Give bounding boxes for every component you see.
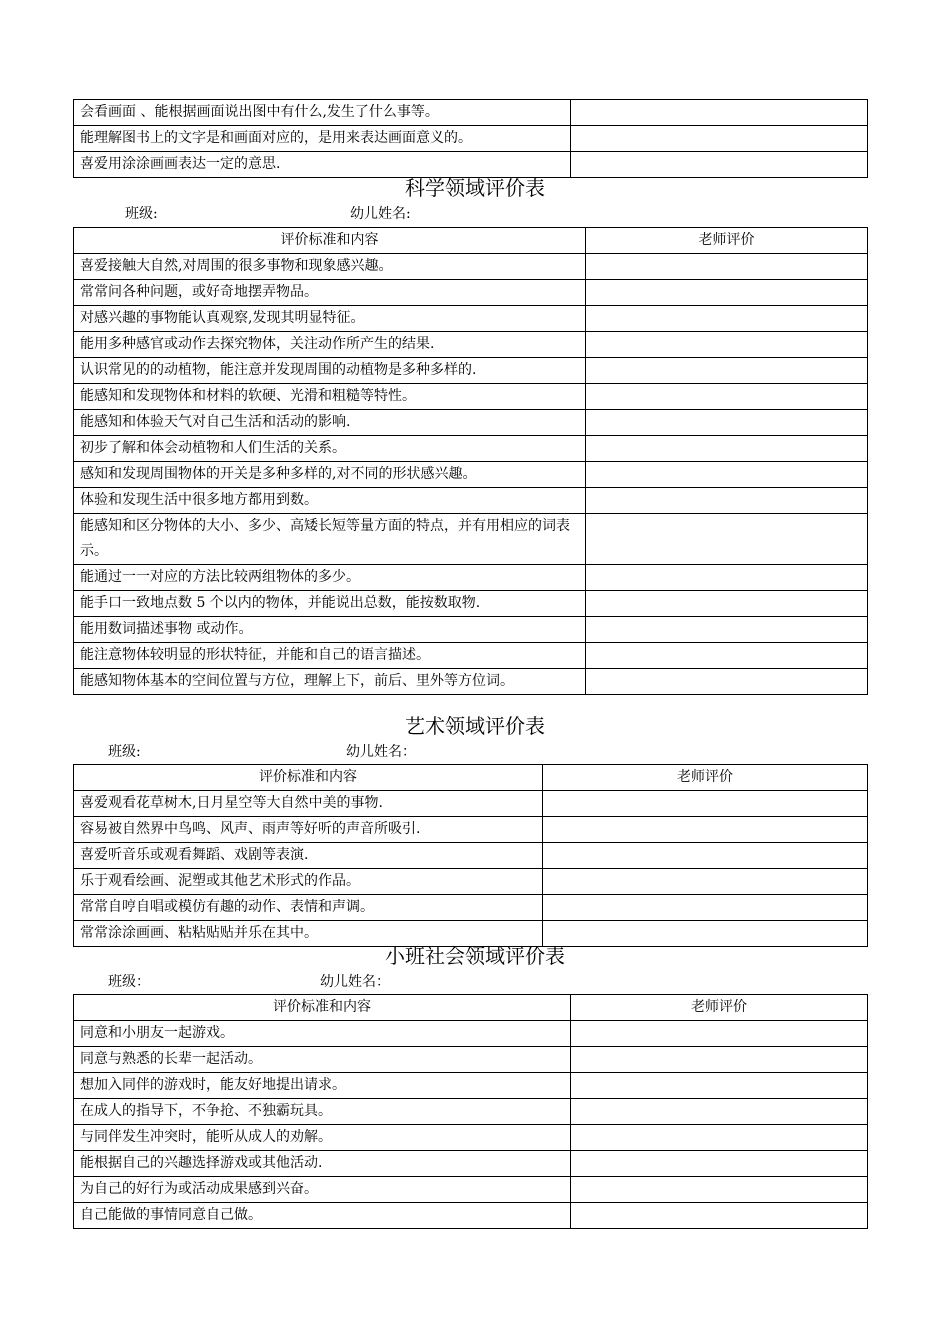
table-row [74, 100, 868, 126]
table-row [74, 1125, 868, 1151]
criteria-cell: 常常问各种问题，或好奇地摆弄物品。 [74, 280, 586, 306]
teacher-evaluation-cell[interactable] [571, 1177, 868, 1203]
criteria-cell: 乐于观看绘画、泥塑或其他艺术形式的作品。 [74, 869, 543, 895]
teacher-evaluation-cell[interactable] [571, 1073, 868, 1099]
teacher-evaluation-cell[interactable] [586, 617, 868, 643]
table-row [74, 332, 868, 358]
criteria-cell: 初步了解和体会动植物和人们生活的关系。 [74, 436, 586, 462]
science-class-label: 班级: [125, 206, 158, 222]
table-row [74, 306, 868, 332]
teacher-evaluation-cell[interactable] [571, 1125, 868, 1151]
teacher-evaluation-cell[interactable] [586, 306, 868, 332]
science-title: 科学领域评价表 [405, 176, 545, 200]
criteria-cell: 容易被自然界中鸟鸣、风声、雨声等好听的声音所吸引. [74, 817, 543, 843]
teacher-evaluation-cell[interactable] [571, 1203, 868, 1229]
criteria-cell: 同意和小朋友一起游戏。 [74, 1021, 571, 1047]
teacher-evaluation-cell[interactable] [571, 100, 868, 126]
teacher-evaluation-cell[interactable] [571, 126, 868, 152]
art-header-teacher: 老师评价 [543, 765, 868, 791]
teacher-evaluation-cell[interactable] [571, 1047, 868, 1073]
social-header-criteria: 评价标准和内容 [74, 995, 571, 1021]
teacher-evaluation-cell[interactable] [543, 843, 868, 869]
criteria-cell: 与同伴发生冲突时，能听从成人的劝解。 [74, 1125, 571, 1151]
teacher-evaluation-cell[interactable] [586, 410, 868, 436]
teacher-evaluation-cell[interactable] [586, 436, 868, 462]
criteria-cell: 能通过一一对应的方法比较两组物体的多少。 [74, 565, 586, 591]
criteria-cell: 喜爱观看花草树木,日月星空等大自然中美的事物. [74, 791, 543, 817]
criteria-cell: 自己能做的事情同意自己做。 [74, 1203, 571, 1229]
science-header-criteria: 评价标准和内容 [74, 228, 586, 254]
teacher-evaluation-cell[interactable] [586, 514, 868, 565]
science-table [73, 227, 868, 695]
criteria-cell: 对感兴趣的事物能认真观察,发现其明显特征。 [74, 306, 586, 332]
table-row [74, 514, 868, 565]
teacher-evaluation-cell[interactable] [571, 152, 868, 178]
table-row [74, 280, 868, 306]
art-child-label: 幼儿姓名： [346, 744, 416, 760]
criteria-cell: 能感知物体基本的空间位置与方位，理解上下，前后、里外等方位词。 [74, 669, 586, 695]
teacher-evaluation-cell[interactable] [543, 869, 868, 895]
table-row [74, 643, 868, 669]
table-row [74, 462, 868, 488]
social-child-label: 幼儿姓名： [320, 974, 390, 990]
science-header-teacher: 老师评价 [586, 228, 868, 254]
criteria-cell: 能注意物体较明显的形状特征，并能和自己的语言描述。 [74, 643, 586, 669]
criteria-cell: 会看画面 、能根据画面说出图中有什么,发生了什么事等。 [74, 100, 571, 126]
table-row [74, 617, 868, 643]
criteria-cell: 能感知和发现物体和材料的软硬、光滑和粗糙等特性。 [74, 384, 586, 410]
table-row [74, 384, 868, 410]
criteria-cell: 能理解图书上的文字是和画面对应的，是用来表达画面意义的。 [74, 126, 571, 152]
teacher-evaluation-cell[interactable] [586, 384, 868, 410]
teacher-evaluation-cell[interactable] [586, 565, 868, 591]
table-row [74, 565, 868, 591]
table-row [74, 1177, 868, 1203]
table-row [74, 1047, 868, 1073]
teacher-evaluation-cell[interactable] [586, 488, 868, 514]
criteria-cell: 在成人的指导下，不争抢、不独霸玩具。 [74, 1099, 571, 1125]
criteria-cell: 体验和发现生活中很多地方都用到数。 [74, 488, 586, 514]
criteria-cell: 感知和发现周围物体的开关是多种多样的,对不同的形状感兴趣。 [74, 462, 586, 488]
table-row [74, 591, 868, 617]
criteria-cell: 能手口一致地点数 5 个以内的物体，并能说出总数，能按数取物. [74, 591, 586, 617]
social-title: 小班社会领域评价表 [385, 944, 565, 968]
teacher-evaluation-cell[interactable] [586, 669, 868, 695]
table-row [74, 1021, 868, 1047]
teacher-evaluation-cell[interactable] [543, 817, 868, 843]
art-class-label: 班级: [108, 744, 141, 760]
criteria-cell: 喜爱听音乐或观看舞蹈、戏剧等表演. [74, 843, 543, 869]
table-row [74, 669, 868, 695]
table-row [74, 1073, 868, 1099]
social-class-label: 班级： [108, 974, 150, 990]
table-row [74, 791, 868, 817]
criteria-cell: 同意与熟悉的长辈一起活动。 [74, 1047, 571, 1073]
art-header-criteria: 评价标准和内容 [74, 765, 543, 791]
criteria-cell: 认识常见的的动植物，能注意并发现周围的动植物是多种多样的. [74, 358, 586, 384]
teacher-evaluation-cell[interactable] [586, 254, 868, 280]
art-title: 艺术领域评价表 [405, 714, 545, 738]
criteria-cell: 喜爱用涂涂画画表达一定的意思. [74, 152, 571, 178]
teacher-evaluation-cell[interactable] [586, 591, 868, 617]
criteria-cell: 常常涂涂画画、粘粘贴贴并乐在其中。 [74, 921, 543, 947]
criteria-cell: 能感知和体验天气对自己生活和活动的影响. [74, 410, 586, 436]
table-row [74, 358, 868, 384]
criteria-cell: 喜爱接触大自然,对周围的很多事物和现象感兴趣。 [74, 254, 586, 280]
table-row [74, 843, 868, 869]
teacher-evaluation-cell[interactable] [586, 332, 868, 358]
teacher-evaluation-cell[interactable] [571, 1099, 868, 1125]
criteria-cell: 为自己的好行为或活动成果感到兴奋。 [74, 1177, 571, 1203]
table-row [74, 126, 868, 152]
table-row [74, 488, 868, 514]
science-child-label: 幼儿姓名: [350, 206, 411, 222]
teacher-evaluation-cell[interactable] [586, 358, 868, 384]
criteria-cell: 能根据自己的兴趣选择游戏或其他活动. [74, 1151, 571, 1177]
table-row [74, 410, 868, 436]
teacher-evaluation-cell[interactable] [586, 280, 868, 306]
criteria-cell: 常常自哼自唱或模仿有趣的动作、表情和声调。 [74, 895, 543, 921]
criteria-cell: 能感知和区分物体的大小、多少、高矮长短等量方面的特点，并有用相应的词表示。 [74, 514, 586, 565]
table-row [74, 1151, 868, 1177]
teacher-evaluation-cell[interactable] [571, 1021, 868, 1047]
table-row [74, 436, 868, 462]
table-row [74, 817, 868, 843]
social-table [73, 994, 868, 1229]
table-row [74, 1203, 868, 1229]
table-row [74, 869, 868, 895]
table-row [74, 152, 868, 178]
teacher-evaluation-cell[interactable] [586, 462, 868, 488]
teacher-evaluation-cell[interactable] [543, 791, 868, 817]
social-header-teacher: 老师评价 [571, 995, 868, 1021]
teacher-evaluation-cell[interactable] [571, 1151, 868, 1177]
criteria-cell: 能用数词描述事物 或动作。 [74, 617, 586, 643]
teacher-evaluation-cell[interactable] [543, 895, 868, 921]
criteria-cell: 想加入同伴的游戏时，能友好地提出请求。 [74, 1073, 571, 1099]
table-row [74, 254, 868, 280]
table-row [74, 1099, 868, 1125]
criteria-cell: 能用多种感官或动作去探究物体，关注动作所产生的结果. [74, 332, 586, 358]
teacher-evaluation-cell[interactable] [586, 643, 868, 669]
art-table [73, 764, 868, 947]
table-row [74, 895, 868, 921]
language-table [73, 99, 868, 178]
